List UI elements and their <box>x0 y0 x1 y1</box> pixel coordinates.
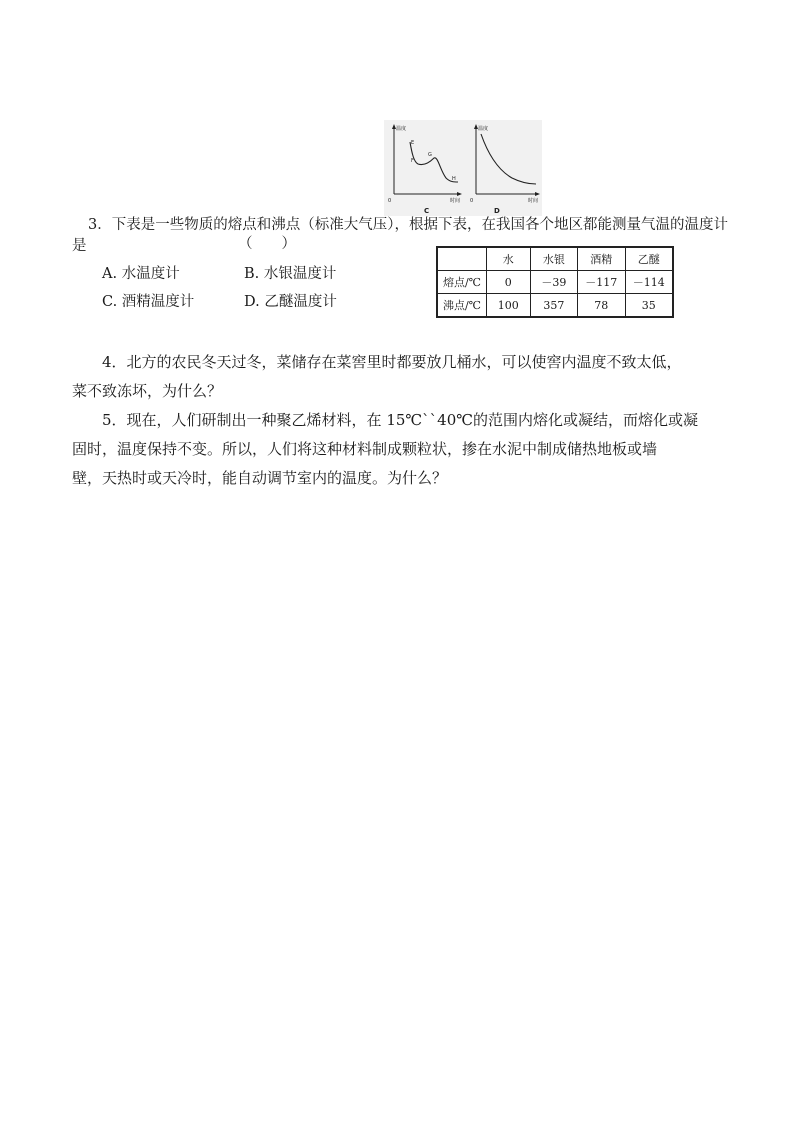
graphs-svg <box>384 120 542 216</box>
melting-boiling-table <box>436 246 674 318</box>
table-cell: 357 <box>530 294 577 318</box>
graph-d <box>470 124 540 215</box>
table-cell: 78 <box>578 294 625 318</box>
table-header-cell: 水银 <box>530 247 577 271</box>
graph-c-x-arrow <box>457 192 462 196</box>
q3-option-d[interactable]: D. 乙醚温度计 <box>244 294 337 310</box>
q3-option-a[interactable]: A. 水温度计 <box>102 266 180 282</box>
graph-c-point-h: H <box>452 176 456 182</box>
question-4 <box>72 348 732 406</box>
graph-d-x-arrow <box>535 192 540 196</box>
table-cell: 35 <box>625 294 673 318</box>
table-cell: －39 <box>530 271 577 294</box>
table-header-cell <box>437 247 486 271</box>
table-cell: －117 <box>578 271 625 294</box>
q3-option-b[interactable]: B. 水银温度计 <box>244 266 337 282</box>
graph-c-point-e: E <box>411 140 415 146</box>
graph-c-point-g: G <box>428 152 432 158</box>
q5-line-3: 壁，天热时或天冷时，能自动调节室内的温度。为什么？ <box>72 469 448 487</box>
graph-c-caption: C <box>424 207 430 215</box>
graph-c <box>388 124 462 215</box>
table-cell: 100 <box>486 294 530 318</box>
table-row <box>437 271 673 294</box>
table-cell: －114 <box>625 271 673 294</box>
graph-d-ylabel: 温度 <box>478 126 489 132</box>
graph-c-origin: 0 <box>388 198 392 204</box>
graph-c-ylabel: 温度 <box>396 126 407 132</box>
q4-line-1: 4．北方的农民冬天过冬，菜储存在菜窖里时都要放几桶水，可以使窖内温度不致太低， <box>102 353 682 371</box>
q3-stem-cont: 是 <box>72 238 87 254</box>
temperature-time-graphs <box>384 120 542 216</box>
table-header-cell: 乙醚 <box>625 247 673 271</box>
graph-d-caption: D <box>494 207 500 215</box>
graph-c-curve <box>410 142 458 182</box>
table-cell: 沸点/℃ <box>437 294 486 318</box>
q5-line-1: 5．现在，人们研制出一种聚乙烯材料，在 15℃``40℃的范围内熔化或凝结，而熔化或凝 <box>102 411 699 429</box>
table-cell: 熔点/℃ <box>437 271 486 294</box>
q3-option-c[interactable]: C. 酒精温度计 <box>102 294 195 310</box>
q3-answer-blank[interactable]: （ ） <box>238 236 296 252</box>
table-header-cell: 水 <box>486 247 530 271</box>
table-header-cell: 酒精 <box>578 247 625 271</box>
graph-c-point-f: F <box>411 158 414 164</box>
graph-c-xlabel: 时间 <box>450 198 461 204</box>
table-cell: 0 <box>486 271 530 294</box>
graph-d-curve <box>481 134 536 184</box>
table-header-row <box>437 247 673 271</box>
graph-d-origin: 0 <box>470 198 474 204</box>
q4-line-2: 菜不致冻坏，为什么？ <box>72 382 223 400</box>
q3-stem: 3．下表是一些物质的熔点和沸点（标准大气压），根据下表，在我国各个地区都能测量气温的温度计 <box>88 217 728 233</box>
table-row <box>437 294 673 318</box>
q5-line-2: 固时，温度保持不变。所以，人们将这种材料制成颗粒状，掺在水泥中制成储热地板或墙 <box>72 440 658 458</box>
graph-d-xlabel: 时间 <box>528 198 539 204</box>
question-5 <box>72 406 732 493</box>
